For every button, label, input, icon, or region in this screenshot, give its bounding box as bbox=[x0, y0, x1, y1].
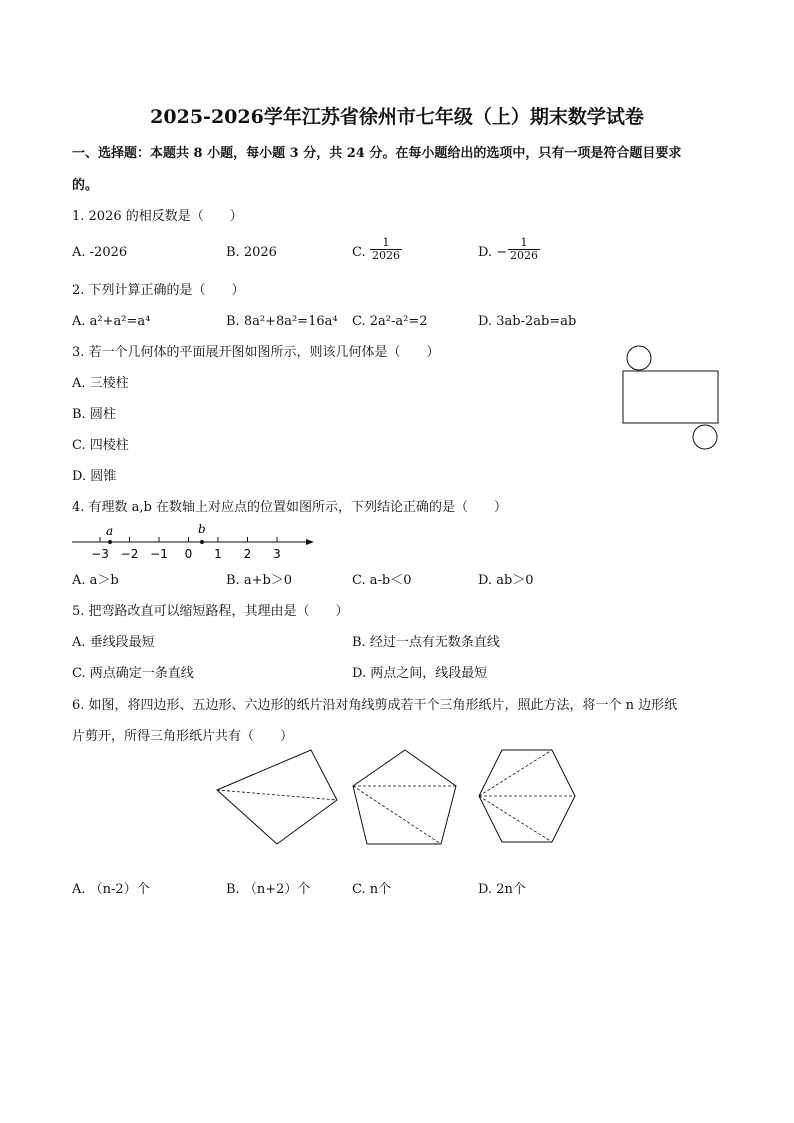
q6-stem-line2: 片剪开，所得三角形纸片共有（ ） bbox=[72, 729, 294, 744]
q6-pent-diagonal-2 bbox=[353, 786, 441, 844]
q5-stem: 5. 把弯路改直可以缩短路程，其理由是（ ） bbox=[72, 604, 349, 619]
q6-option-b[interactable]: B. （n+2）个 bbox=[226, 882, 311, 897]
q1-option-d-prefix[interactable]: D. − bbox=[478, 245, 508, 260]
q4-label-b: b bbox=[198, 522, 206, 536]
q3-bottom-circle bbox=[693, 425, 717, 449]
section-heading-line2: 的。 bbox=[72, 178, 99, 193]
q5-option-b[interactable]: B. 经过一点有无数条直线 bbox=[352, 635, 500, 650]
q2-option-c[interactable]: C. 2a²-a²=2 bbox=[352, 314, 428, 329]
q4-tick-label: −2 bbox=[120, 547, 139, 561]
q4-option-a[interactable]: A. a＞b bbox=[72, 573, 119, 588]
q4-tick-label: 3 bbox=[273, 547, 281, 561]
q6-quadrilateral bbox=[217, 750, 337, 844]
q1-d-numerator: 1 bbox=[520, 236, 528, 249]
q3-option-b[interactable]: B. 圆柱 bbox=[72, 407, 116, 422]
q3-stem: 3. 若一个几何体的平面展开图如图所示，则该几何体是（ ） bbox=[72, 345, 440, 360]
q6-option-c[interactable]: C. n个 bbox=[352, 882, 392, 897]
q4-point-a bbox=[108, 540, 112, 544]
exam-title: 2025-2026学年江苏省徐州市七年级（上）期末数学试卷 bbox=[150, 106, 644, 128]
q6-polygons-figure bbox=[215, 748, 575, 848]
q1-option-c-fraction bbox=[370, 237, 402, 262]
q4-option-b[interactable]: B. a+b＞0 bbox=[226, 573, 293, 588]
q1-option-c-prefix[interactable]: C. bbox=[352, 245, 366, 260]
q1-option-d-fraction bbox=[508, 237, 540, 262]
q3-option-d[interactable]: D. 圆锥 bbox=[72, 469, 117, 484]
q3-option-a[interactable]: A. 三棱柱 bbox=[72, 376, 129, 391]
q6-quad-diagonal bbox=[217, 790, 337, 800]
q1-stem: 1. 2026 的相反数是（ ） bbox=[72, 209, 243, 224]
q2-option-b[interactable]: B. 8a²+8a²=16a⁴ bbox=[226, 314, 338, 329]
q4-tick-label: −3 bbox=[91, 547, 109, 561]
q5-option-d[interactable]: D. 两点之间，线段最短 bbox=[352, 666, 488, 681]
q5-option-a[interactable]: A. 垂线段最短 bbox=[72, 635, 155, 650]
q5-option-c[interactable]: C. 两点确定一条直线 bbox=[72, 666, 194, 681]
q1-d-denominator: 2026 bbox=[510, 249, 538, 262]
q6-option-d[interactable]: D. 2n个 bbox=[478, 882, 526, 897]
q6-option-a[interactable]: A. （n-2）个 bbox=[72, 882, 150, 897]
q4-tick-label: 1 bbox=[214, 547, 222, 561]
q1-c-denominator: 2026 bbox=[372, 249, 400, 262]
q4-axis-arrow bbox=[306, 539, 314, 545]
q6-stem-line1: 6. 如图，将四边形、五边形、六边形的纸片沿对角线剪成若干个三角形纸片，照此方法，将一个 n 边形纸 bbox=[72, 698, 678, 713]
q3-option-c[interactable]: C. 四棱柱 bbox=[72, 438, 129, 453]
q4-stem: 4. 有理数 a,b 在数轴上对应点的位置如图所示，下列结论正确的是（ ） bbox=[72, 500, 508, 515]
q4-tick-label: 0 bbox=[184, 547, 193, 561]
q3-top-circle bbox=[627, 346, 651, 370]
q4-option-c[interactable]: C. a-b＜0 bbox=[352, 573, 412, 588]
q4-label-a: a bbox=[106, 524, 114, 538]
q4-option-d[interactable]: D. ab＞0 bbox=[478, 573, 534, 588]
q3-rectangle bbox=[623, 371, 718, 423]
q2-option-d[interactable]: D. 3ab-2ab=ab bbox=[478, 314, 577, 329]
q4-point-b bbox=[200, 540, 204, 544]
q1-option-a[interactable]: A. -2026 bbox=[72, 245, 128, 260]
q3-net-figure bbox=[618, 344, 728, 454]
q6-pentagon bbox=[353, 750, 456, 844]
q1-option-b[interactable]: B. 2026 bbox=[226, 245, 277, 260]
section-heading-line1: 一、选择题：本题共 8 小题，每小题 3 分，共 24 分。在每小题给出的选项中，只有一项是符合题目要求 bbox=[72, 146, 682, 161]
q2-option-a[interactable]: A. a²+a²=a⁴ bbox=[72, 314, 151, 329]
q4-tick-label: 2 bbox=[243, 547, 252, 561]
q4-tick-label: −1 bbox=[150, 547, 168, 561]
q4-number-line bbox=[68, 522, 318, 562]
q2-stem: 2. 下列计算正确的是（ ） bbox=[72, 283, 245, 298]
q1-c-numerator: 1 bbox=[382, 236, 390, 249]
